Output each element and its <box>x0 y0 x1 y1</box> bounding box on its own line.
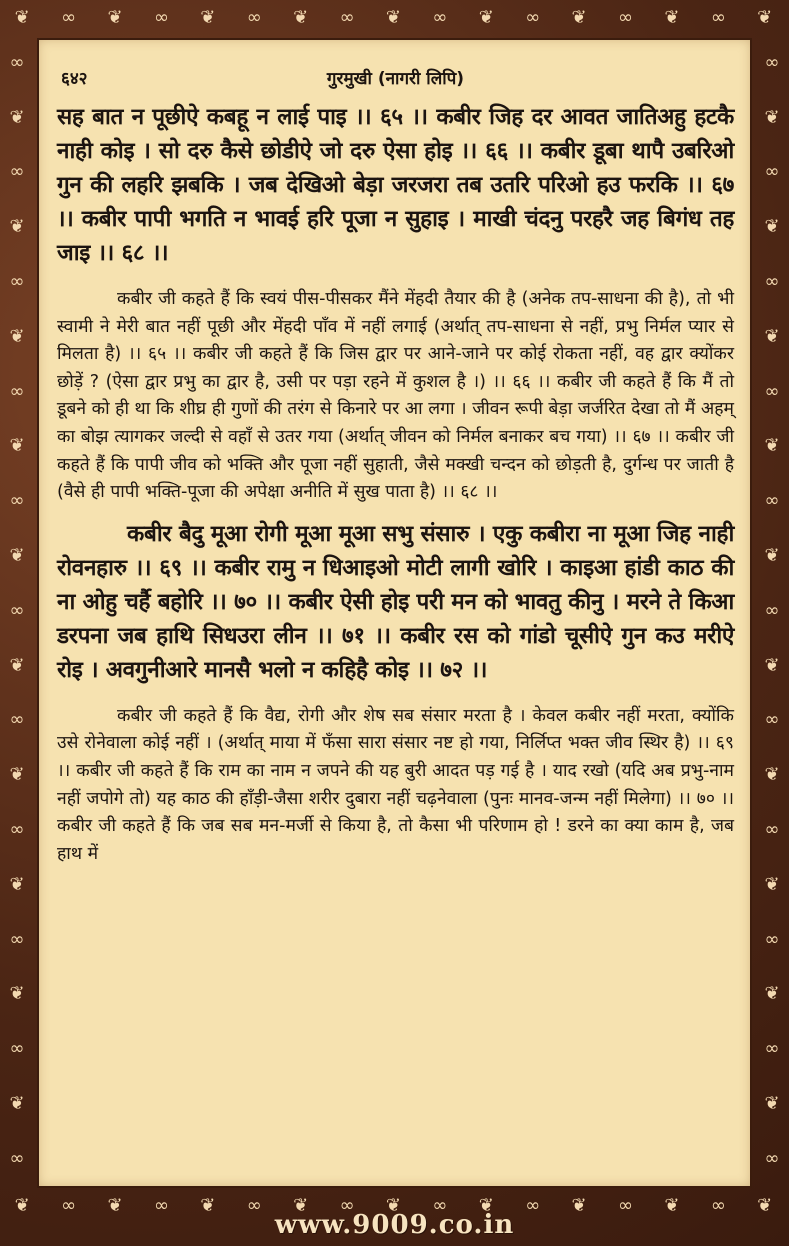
running-title: गुरमुखी (नागरी लिपि) <box>326 69 465 89</box>
top-border-ornament: ❦ ∞ ❦ ∞ ❦ ∞ ❦ ∞ ❦ ∞ ❦ ∞ ❦ ∞ ❦ ∞ ❦ <box>14 6 775 28</box>
verse-block-2: कबीर बैदु मूआ रोगी मूआ मूआ सभु संसारु । एकु कबीरा ना मूआ जिह नाही रोवनहारु ।। ६९ ।। कबीर रामु न धिआइओ मोटी लागी खोरि । काइआ हांडी काठ की ना ओहु चर्है बहोरि ।। ७० ।। कबीर ऐसी होइ परी मन को भावतु कीनु । मरने ते किआ डरपना जब हाथि सिधउरा लीन ।। ७१ ।। कबीर रस को गांडो चूसीऐ गुन कउ मरीऐ रोइ । अवगुनीआरे मानसै भलो न कहिहै कोइ ।। ७२ ।। <box>57 520 734 683</box>
book-page <box>37 38 752 1188</box>
right-border-ornament: ∞ ❦ ∞ ❦ ∞ ❦ ∞ ❦ ∞ ❦ ∞ ❦ ∞ ❦ ∞ ❦ ∞ ❦ ∞ ❦ ∞ <box>764 51 780 1169</box>
meaning-block-2: कबीर जी कहते हैं कि वैद्य, रोगी और शेष सब संसार मरता है । केवल कबीर नहीं मरता, क्योंकि उसे रोनेवाला कोई नहीं । (अर्थात् माया में फँसा सारा संसार नष्ट हो गया, निर्लिप्त भक्त जीव स्थिर है) ।। ६९ ।। कबीर जी कहते हैं कि राम का नाम न जपने की यह बुरी आदत पड़ गई है । याद रखो (यदि अब प्रभु-नाम नहीं जपोगे तो) यह काठ की हाँड़ी-जैसा शरीर दुबारा नहीं चढ़नेवाला (पुनः मानव-जन्म नहीं मिलेगा) ।। ७० ।। कबीर जी कहते हैं कि जब सब मन-मर्जी से किया है, तो कैसा भी परिणाम हो ! डरने का क्या काम है, जब हाथ में <box>57 705 734 864</box>
page-header <box>57 60 734 90</box>
verse-block-1: सह बात न पूछीऐ कबहू न लाई पाइ ।। ६५ ।। कबीर जिह दर आवत जातिअहु हटकै नाही कोइ । सो दरु कैसे छोडीऐ जो दरु ऐसा होइ ।। ६६ ।। कबीर डूबा थापै उबरिओ गुन की लहरि झबकि । जब देखिओ बेड़ा जरजरा तब उतरि परिओ हउ फरकि ।। ६७ ।। कबीर पापी भगति न भावई हरि पूजा न सुहाइ । माखी चंदनु परहरै जह बिगंध तह जाइ ।। ६८ ।। <box>57 104 734 266</box>
left-border-ornament: ∞ ❦ ∞ ❦ ∞ ❦ ∞ ❦ ∞ ❦ ∞ ❦ ∞ ❦ ∞ ❦ ∞ ❦ ∞ ❦ ∞ <box>9 51 25 1169</box>
meaning-block-1: कबीर जी कहते हैं कि स्वयं पीस-पीसकर मैंने मेंहदी तैयार की है (अनेक तप-साधना की है), तो भी स्वामी ने मेरी बात नहीं पूछी और मेंहदी पाँव में नहीं लगाई (अर्थात् तप-साधना से नहीं, प्रभु निर्मल प्यार से मिलता है) ।। ६५ ।। कबीर जी कहते हैं कि जिस द्वार पर आने-जाने पर कोई रोकता नहीं, वह द्वार क्योंकर छोड़ें ? (ऐसा द्वार प्रभु का द्वार है, उसी पर पड़ा रहने में कुशल है ।) ।। ६६ ।। कबीर जी कहते हैं कि मैं तो डूबने को ही था कि शीघ्र ही गुणों की तरंग से किनारे पर आ लगा । जीवन रूपी बेड़ा जर्जरित देखा तो मैं अहम् का बोझ त्यागकर जल्दी से वहाँ से उतर गया (अर्थात् जीवन को निर्मल बनाकर बच गया) ।। ६७ ।। कबीर जी कहते हैं कि पापी जीव को भक्ति और पूजा नहीं सुहाती, जैसे मक्खी चन्दन को छोड़ती है, दुर्गन्ध पर जाती है (वैसे ही पापी भक्ति-पूजा की अपेक्षा अनीति में सुख पाता है) ।। ६८ ।। <box>57 289 734 503</box>
website-watermark: www.9009.co.in <box>274 1210 515 1240</box>
page-number: ६४२ <box>61 69 88 89</box>
bottom-border-ornament: ❦ ∞ ❦ ∞ ❦ ∞ ❦ ∞ ❦ ∞ ❦ ∞ ❦ ∞ ❦ ∞ ❦ <box>14 1194 775 1216</box>
